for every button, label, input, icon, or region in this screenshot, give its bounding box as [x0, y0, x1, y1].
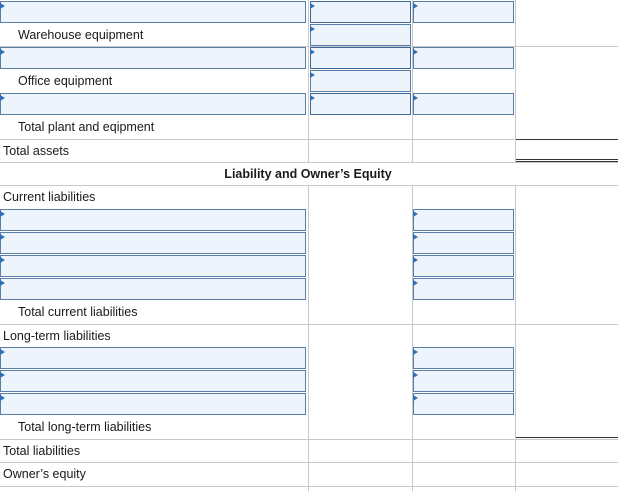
dropdown-arrow-icon[interactable] — [310, 49, 315, 55]
account-name-input[interactable] — [0, 47, 306, 69]
owners-equity-row — [0, 463, 618, 486]
office-equipment-label: Office equipment — [18, 74, 113, 88]
account-name-input[interactable] — [0, 232, 306, 254]
subtotal-input[interactable] — [413, 93, 514, 115]
double-underline — [516, 159, 618, 162]
dropdown-arrow-icon[interactable] — [413, 95, 418, 101]
dropdown-arrow-icon[interactable] — [0, 349, 5, 355]
row-divider — [0, 486, 618, 487]
liability-input-row — [0, 255, 618, 278]
dropdown-arrow-icon[interactable] — [0, 3, 5, 9]
amount-input[interactable] — [413, 370, 514, 392]
dropdown-arrow-icon[interactable] — [413, 3, 418, 9]
current-liabilities-row — [0, 186, 618, 209]
total-current-liabilities-row — [0, 301, 618, 324]
account-name-input[interactable] — [0, 1, 306, 23]
warehouse-equipment-row — [0, 24, 618, 47]
dropdown-arrow-icon[interactable] — [0, 372, 5, 378]
long-term-input-row — [0, 370, 618, 393]
account-name-input[interactable] — [0, 209, 306, 231]
warehouse-equipment-label: Warehouse equipment — [18, 28, 144, 42]
account-name-input[interactable] — [0, 278, 306, 300]
dropdown-arrow-icon[interactable] — [413, 211, 418, 217]
warehouse-equipment-amount-input[interactable] — [310, 24, 411, 46]
office-equipment-amount-input[interactable] — [310, 70, 411, 92]
dropdown-arrow-icon[interactable] — [310, 95, 315, 101]
dropdown-arrow-icon[interactable] — [413, 257, 418, 263]
liability-input-row — [0, 232, 618, 255]
dropdown-arrow-icon[interactable] — [0, 49, 5, 55]
dropdown-arrow-icon[interactable] — [413, 349, 418, 355]
long-term-input-row — [0, 393, 618, 416]
liability-input-row — [0, 278, 618, 301]
dropdown-arrow-icon[interactable] — [0, 211, 5, 217]
amount-input[interactable] — [310, 1, 411, 23]
amount-input[interactable] — [413, 278, 514, 300]
amount-input[interactable] — [310, 93, 411, 115]
dropdown-arrow-icon[interactable] — [413, 395, 418, 401]
total-assets-label: Total assets — [3, 144, 70, 158]
account-name-input[interactable] — [0, 370, 306, 392]
total-plant-row — [0, 116, 618, 139]
owners-equity-label: Owner’s equity — [3, 467, 86, 481]
office-equipment-row — [0, 70, 618, 93]
long-term-liabilities-row — [0, 325, 618, 348]
total-liabilities-row — [0, 440, 618, 463]
liabilities-heading-row — [0, 163, 618, 186]
total-liabilities-label: Total liabilities — [3, 444, 81, 458]
dropdown-arrow-icon[interactable] — [0, 257, 5, 263]
subtotal-input[interactable] — [413, 47, 514, 69]
amount-input[interactable] — [310, 47, 411, 69]
total-long-term-liabilities-label: Total long-term liabilities — [18, 420, 152, 434]
dropdown-arrow-icon[interactable] — [413, 49, 418, 55]
dropdown-arrow-icon[interactable] — [310, 26, 315, 32]
asset-input-row — [0, 47, 618, 70]
asset-input-row — [0, 93, 618, 116]
dropdown-arrow-icon[interactable] — [413, 280, 418, 286]
dropdown-arrow-icon[interactable] — [0, 395, 5, 401]
subtotal-input[interactable] — [413, 1, 514, 23]
long-term-liabilities-label: Long-term liabilities — [3, 329, 111, 343]
asset-input-row — [0, 0, 618, 23]
amount-input[interactable] — [413, 393, 514, 415]
total-current-liabilities-label: Total current liabilities — [18, 305, 138, 319]
amount-input[interactable] — [413, 209, 514, 231]
dropdown-arrow-icon[interactable] — [413, 372, 418, 378]
account-name-input[interactable] — [0, 255, 306, 277]
dropdown-arrow-icon[interactable] — [310, 3, 315, 9]
section-heading: Liability and Owner’s Equity — [224, 167, 392, 181]
account-name-input[interactable] — [0, 347, 306, 369]
total-plant-label: Total plant and eqipment — [18, 120, 155, 134]
dropdown-arrow-icon[interactable] — [413, 234, 418, 240]
account-name-input[interactable] — [0, 93, 306, 115]
current-liabilities-label: Current liabilities — [3, 190, 96, 204]
dropdown-arrow-icon[interactable] — [0, 234, 5, 240]
amount-input[interactable] — [413, 232, 514, 254]
dropdown-arrow-icon[interactable] — [0, 95, 5, 101]
dropdown-arrow-icon[interactable] — [0, 280, 5, 286]
amount-input[interactable] — [413, 255, 514, 277]
account-name-input[interactable] — [0, 393, 306, 415]
long-term-input-row — [0, 347, 618, 370]
liability-input-row — [0, 209, 618, 232]
amount-input[interactable] — [413, 347, 514, 369]
dropdown-arrow-icon[interactable] — [310, 72, 315, 78]
total-underline — [516, 437, 618, 438]
total-long-term-liabilities-row — [0, 416, 618, 439]
